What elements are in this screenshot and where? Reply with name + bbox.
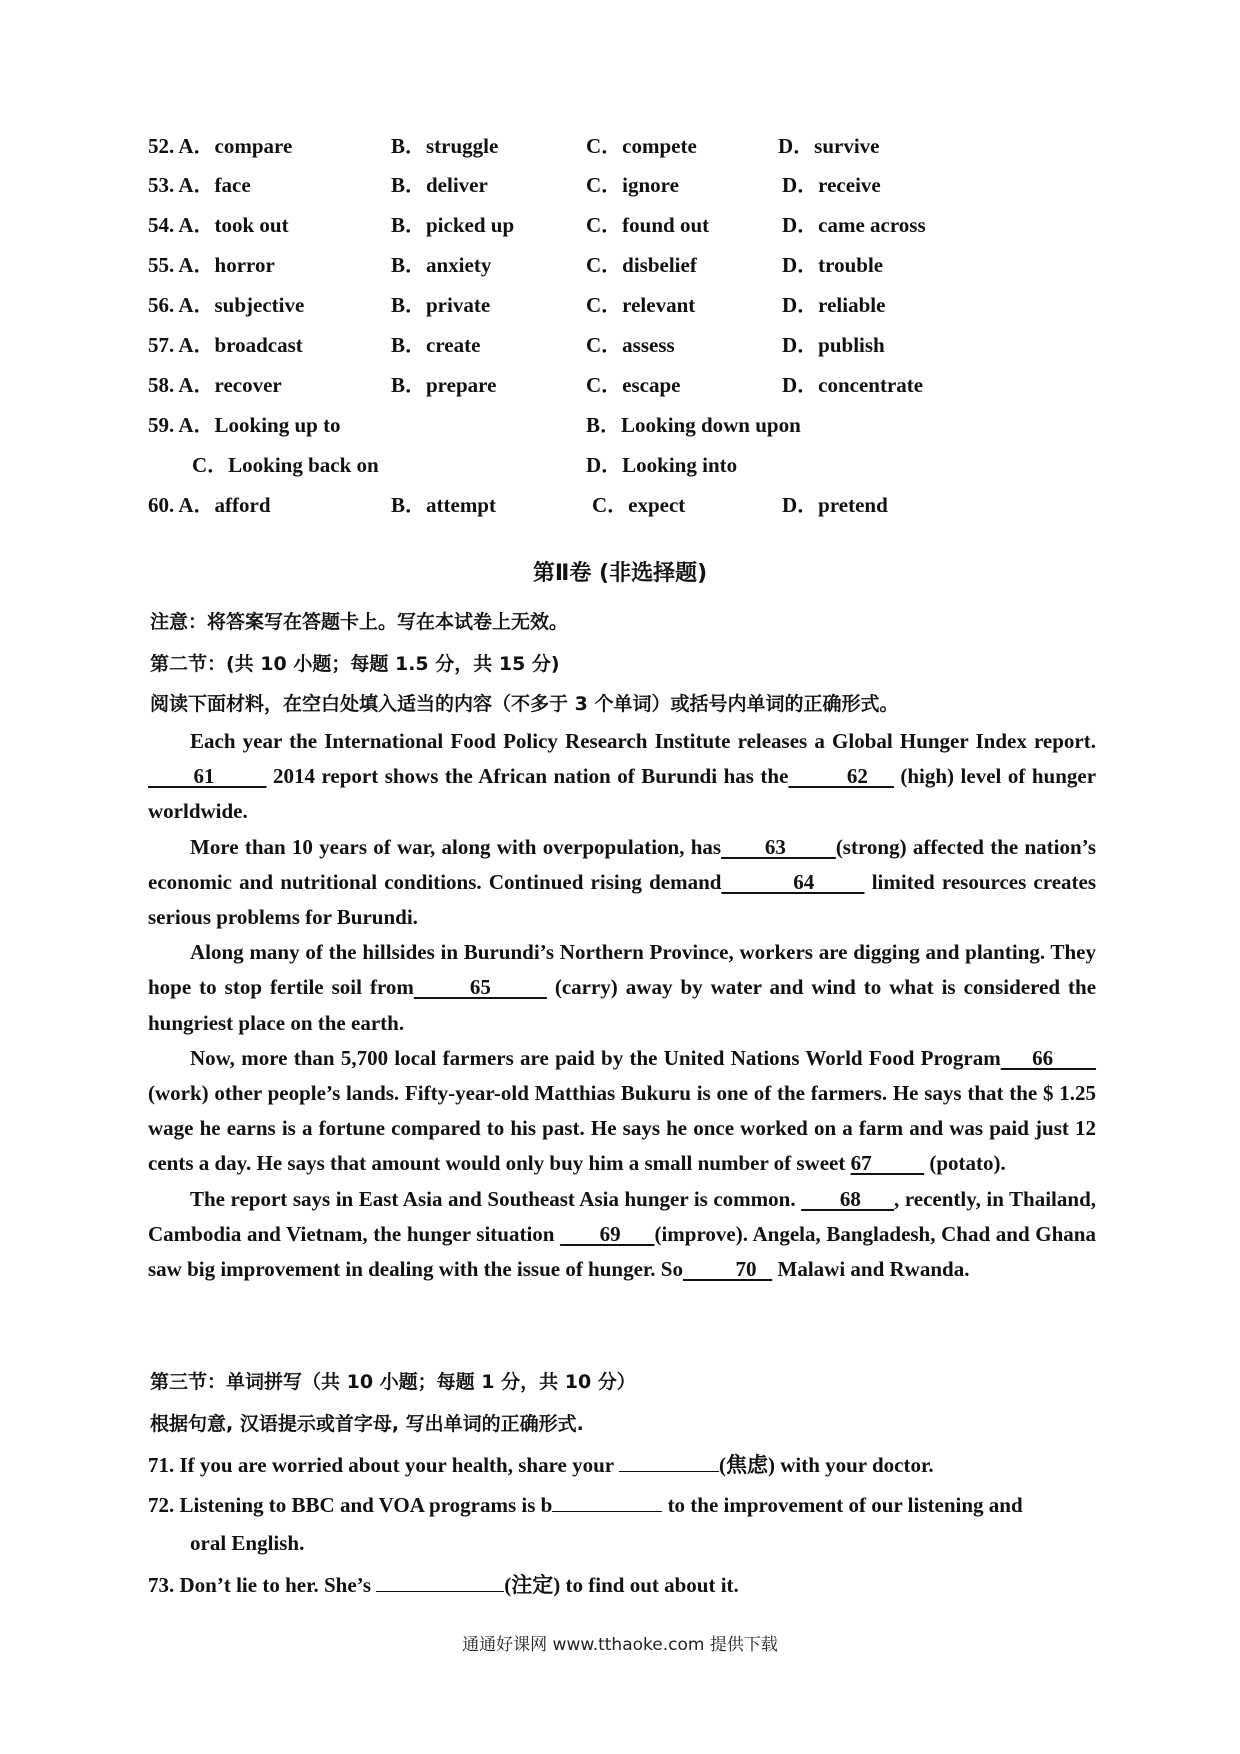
paragraph: Each year the International Food Policy Research Institute releases a Global Hunger Index report. 61 2014 report shows the African nation of Burundi has the 62 (high) level of hunger worldwide. bbox=[148, 729, 1097, 824]
section-instruction: 阅读下面材料，在空白处填入适当的内容（不多于 3 个单词）或括号内单词的正确形式。 bbox=[150, 693, 899, 715]
mc-row-57 bbox=[148, 327, 1090, 363]
mc-row-60 bbox=[148, 487, 1090, 523]
cloze-passage bbox=[148, 724, 1096, 1287]
option-c: C．ignore bbox=[586, 173, 679, 197]
option-d: D．receive bbox=[782, 173, 881, 197]
option-c: C．relevant bbox=[586, 293, 696, 317]
option-b: B．picked up bbox=[391, 213, 515, 237]
option-c: C．Looking back on bbox=[192, 453, 379, 477]
option-d: D．pretend bbox=[782, 493, 888, 517]
answer-blank-71[interactable] bbox=[619, 1451, 719, 1472]
blank-70[interactable]: 70 bbox=[683, 1257, 773, 1282]
question-number: 52. A．compare bbox=[148, 134, 293, 158]
answer-blank-72[interactable] bbox=[552, 1491, 662, 1512]
option-d: D．came across bbox=[782, 213, 926, 237]
option-c: C．compete bbox=[586, 134, 697, 158]
option-d: D．trouble bbox=[782, 253, 884, 277]
option-d: D．publish bbox=[782, 333, 885, 357]
mc-row-56 bbox=[148, 287, 1090, 323]
option-b: B．create bbox=[391, 333, 481, 357]
mc-row-52 bbox=[148, 128, 1090, 164]
option-c: C．assess bbox=[586, 333, 675, 357]
mc-row-59 bbox=[148, 407, 1090, 443]
mc-row-53 bbox=[148, 167, 1090, 203]
option-d: D．concentrate bbox=[782, 373, 924, 397]
question-number: 59. A．Looking up to bbox=[148, 413, 341, 437]
option-d: D．Looking into bbox=[586, 453, 738, 477]
paragraph: More than 10 years of war, along with overpopulation, has 63 (strong) affected the nation’s economic and nutritional conditions. Continued rising demand 64 limited resources creates serious problems for Burundi. bbox=[148, 834, 1097, 930]
paragraph: Now, more than 5,700 local farmers are paid by the United Nations World Food Program 66 (work) other people’s lands. Fifty-year-old Matthias Bukuru is one of the farmers. He says that the $ 1.25 wage he earns is a fortune compared to his past. He says he once worked on a farm and was paid just 12 cents a day. He says that amount would only buy him a small number of sweet 67 (potato). bbox=[148, 1045, 1097, 1176]
question-number: 53. A．face bbox=[148, 173, 251, 197]
section-instruction-3: 根据句意, 汉语提示或首字母, 写出单词的正确形式. bbox=[150, 1413, 584, 1435]
blank-69[interactable]: 69 bbox=[560, 1221, 655, 1246]
mc-row-58 bbox=[148, 367, 1090, 403]
blank-65[interactable]: 65 bbox=[413, 975, 547, 1000]
question-71: 71. If you are worried about your health, share your (焦虑) with your doctor. bbox=[148, 1453, 934, 1477]
option-b: B．attempt bbox=[391, 493, 496, 517]
question-number: 54. A．took out bbox=[148, 213, 289, 237]
question-number: 60. A．afford bbox=[148, 493, 271, 517]
paragraph: Along many of the hillsides in Burundi’s Northern Province, workers are digging and planting. They hope to stop fertile soil from 65 (carry) away by water and wind to what is considered the hungriest place on the earth. bbox=[148, 940, 1097, 1035]
section-title: 第Ⅱ卷 (非选择题) bbox=[532, 561, 708, 586]
option-b: B．prepare bbox=[391, 373, 497, 397]
paragraph: The report says in East Asia and Southeast Asia hunger is common. 68 , recently, in Thailand, Cambodia and Vietnam, the hunger situation 69 (improve). Angela, Bangladesh, Chad and Ghana saw big improvement in dealing with the issue of hunger. So 70 Malawi and Rwanda. bbox=[148, 1186, 1096, 1282]
option-d: D．survive bbox=[778, 134, 880, 158]
blank-61[interactable]: 61 bbox=[148, 764, 267, 789]
question-number: 58. A．recover bbox=[148, 373, 282, 397]
blank-67[interactable]: 67 bbox=[850, 1151, 925, 1176]
blank-68[interactable]: 68 bbox=[801, 1186, 895, 1211]
question-72: 72. Listening to BBC and VOA programs is b to the improvement of our listening and oral English. bbox=[148, 1493, 1023, 1555]
answer-blank-73[interactable] bbox=[376, 1571, 504, 1592]
mc-row-54 bbox=[148, 207, 1090, 243]
option-b: B．private bbox=[391, 293, 491, 317]
blank-64[interactable]: 64 bbox=[721, 869, 865, 894]
option-c: C．escape bbox=[586, 373, 681, 397]
page-footer: 通通好课网 www.tthaoke.com 提供下载 bbox=[462, 1635, 778, 1655]
blank-66[interactable]: 66 bbox=[1000, 1045, 1097, 1070]
question-number: 57. A．broadcast bbox=[148, 333, 303, 357]
section-heading-3: 第三节：单词拼写（共 10 小题；每题 1 分，共 10 分） bbox=[150, 1371, 636, 1393]
option-c: C．found out bbox=[586, 213, 710, 237]
option-b: B．deliver bbox=[391, 173, 488, 197]
question-73: 73. Don’t lie to her. She’s (注定) to find out about it. bbox=[148, 1573, 739, 1597]
mc-row-55 bbox=[148, 247, 1090, 283]
option-b: B．anxiety bbox=[391, 253, 492, 277]
section-heading: 第二节：(共 10 小题；每题 1.5 分，共 15 分) bbox=[150, 653, 560, 675]
blank-62[interactable]: 62 bbox=[788, 764, 894, 789]
question-number: 56. A．subjective bbox=[148, 293, 305, 317]
blank-63[interactable]: 63 bbox=[721, 834, 836, 859]
option-c: C．expect bbox=[592, 493, 686, 517]
option-b: B．Looking down upon bbox=[586, 413, 801, 437]
mc-row-59-cont bbox=[148, 447, 1090, 483]
question-number: 55. A．horror bbox=[148, 253, 275, 277]
option-c: C．disbelief bbox=[586, 253, 697, 277]
notice-text: 注意：将答案写在答题卡上。写在本试卷上无效。 bbox=[150, 611, 569, 633]
option-d: D．reliable bbox=[782, 293, 886, 317]
option-b: B．struggle bbox=[391, 134, 499, 158]
